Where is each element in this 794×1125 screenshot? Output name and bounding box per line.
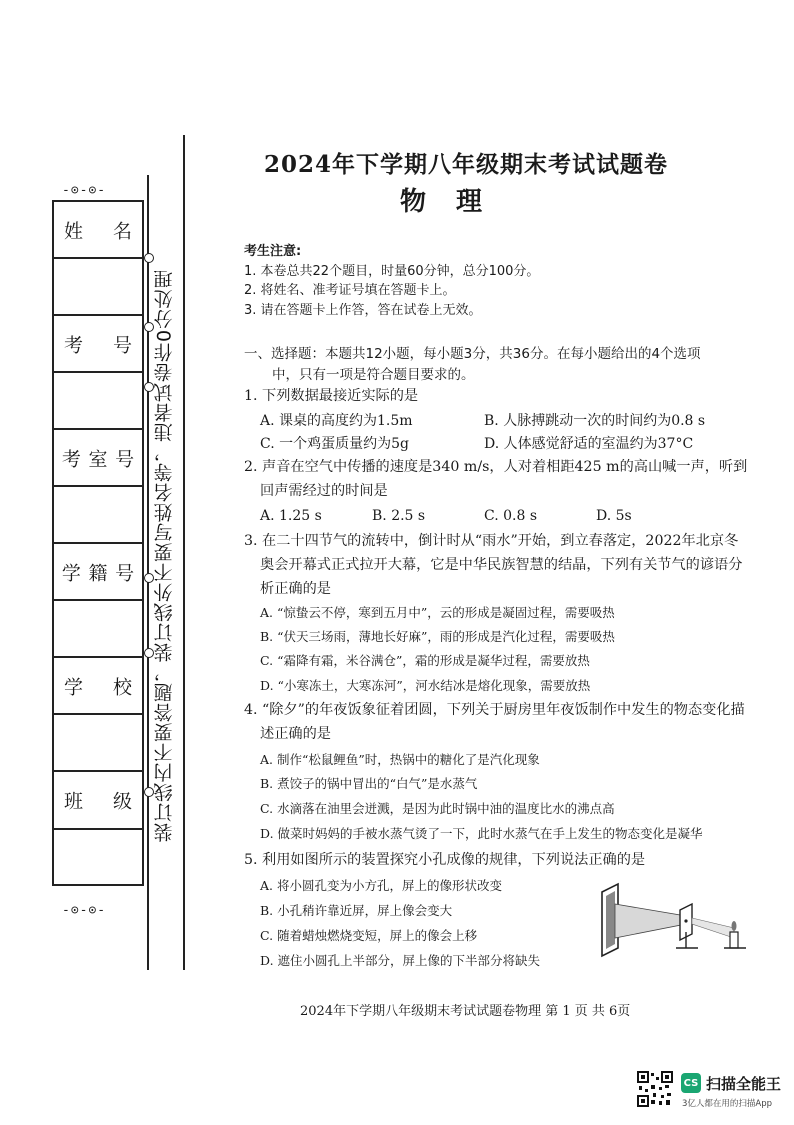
- binding-dots-top: -⊙-⊙-: [62, 183, 107, 198]
- q1-option-c: C. 一个鸡蛋质量约为5g: [260, 436, 409, 452]
- q3-option-a: A. “惊蛰云不停，寒到五月中”，云的形成是凝固过程，需要吸热: [260, 605, 615, 620]
- school-label-cell: [54, 658, 142, 715]
- student-id-label-cell: [54, 544, 142, 601]
- question-2-stem: 2. 声音在空气中传播的速度是340 m/s，人对着相距425 m的高山喊一声，听到: [244, 459, 748, 475]
- cs-logo-icon: CS: [681, 1073, 701, 1093]
- q1-option-d: D. 人体感觉舒适的室温约为37°C: [484, 436, 694, 452]
- q3-option-c: C. “霜降有霜，米谷满仓”，霜的形成是凝华过程，需要放热: [260, 653, 590, 668]
- school-input[interactable]: [54, 715, 142, 772]
- student-info-table: [52, 200, 144, 886]
- candidate-notes: [244, 242, 539, 320]
- name-field-label-cell: [54, 202, 142, 259]
- exam-room-label-cell: [54, 430, 142, 487]
- q5-option-b: B. 小孔稍许靠近屏，屏上像会变大: [260, 903, 453, 918]
- q4-option-a: A. 制作“松鼠鲤鱼”时，热锅中的糖化了是汽化现象: [260, 752, 540, 767]
- notes-item: 2. 将姓名、准考证号填在答题卡上。: [244, 283, 456, 298]
- subject-title: 物理: [399, 187, 512, 217]
- section-heading: [244, 344, 701, 386]
- school-label: 学 校: [64, 676, 132, 698]
- binding-notice: 装订线内不要答题，装订线外不要写姓名等，违者试卷作0分处理: [153, 268, 176, 842]
- notes-item: 3. 请在答题卡上作答，答在试卷上无效。: [244, 302, 482, 318]
- exam-room-input[interactable]: [54, 487, 142, 544]
- q1-option-b: B. 人脉搏跳动一次的时间约为0.8 s: [484, 413, 706, 429]
- page-footer: 2024年下学期八年级期末考试试题卷物理 第 1 页 共 6页: [300, 1004, 631, 1019]
- question-1-stem: 1. 下列数据最接近实际的是: [244, 388, 419, 404]
- exam-title: 2024年下学期八年级期末考试试题卷: [263, 151, 668, 178]
- name-field-input[interactable]: [54, 259, 142, 316]
- notes-heading: 考生注意:: [244, 244, 302, 259]
- question-4-stem: 述正确的是: [260, 726, 331, 742]
- exam-number-label: 考 号: [64, 334, 132, 356]
- question-4-stem: 4. “除夕”的年夜饭象征着团圆，下列关于厨房里年夜饭制作中发生的物态变化描: [244, 702, 745, 718]
- name-field-label: 姓 名: [64, 220, 132, 242]
- q2-option-b: B. 2.5 s: [372, 508, 426, 524]
- q1-option-a: A. 课桌的高度约为1.5m: [260, 413, 413, 429]
- question-5-stem: 5. 利用如图所示的装置探究小孔成像的规律，下列说法正确的是: [244, 852, 646, 868]
- student-id-label: 学 籍 号: [61, 562, 135, 584]
- q2-option-a: A. 1.25 s: [260, 508, 322, 524]
- q4-option-c: C. 水滴落在油里会迸溅，是因为此时锅中油的温度比水的沸点高: [260, 801, 615, 816]
- q4-option-b: B. 煮饺子的锅中冒出的“白气”是水蒸气: [260, 776, 478, 791]
- class-label-cell: [54, 772, 142, 830]
- student-id-input[interactable]: [54, 601, 142, 658]
- q3-option-d: D. “小寒冻土，大寒冻河”，河水结冰是熔化现象，需要放热: [260, 678, 591, 693]
- pinhole-camera-figure: [596, 882, 766, 962]
- question-3-stem: 奥会开幕式正式拉开大幕，它是中华民族智慧的结晶，下列有关节气的谚语分: [260, 557, 743, 573]
- q4-option-d: D. 做菜时妈妈的手被水蒸气烫了一下，此时水蒸气在手上发生的物态变化是凝华: [260, 826, 703, 841]
- question-3-stem: 3. 在二十四节气的流转中，倒计时从“雨水”开始，到立春落定，2022年北京冬: [244, 533, 739, 549]
- section-heading-line: 中，只有一项是符合题目要求的。: [272, 367, 475, 383]
- section-heading-line: 一、选择题：本题共12小题，每小题3分，共36分。在每小题给出的4个选项: [244, 346, 701, 362]
- q5-option-a: A. 将小圆孔变为小方孔，屏上的像形状改变: [260, 878, 502, 893]
- notes-item: 1. 本卷总共22个题目，时量60分钟，总分100分。: [244, 263, 540, 279]
- qr-code-icon: [637, 1071, 673, 1107]
- scanner-tagline: 3亿人都在用的扫描App: [682, 1099, 773, 1109]
- q3-option-b: B. “伏天三场雨，薄地长好麻”，雨的形成是汽化过程，需要吸热: [260, 629, 615, 644]
- q5-option-c: C. 随着蜡烛燃烧变短，屏上的像会上移: [260, 928, 478, 943]
- q2-option-d: D. 5s: [596, 508, 632, 524]
- question-3-stem: 析正确的是: [260, 581, 331, 597]
- class-input[interactable]: [54, 830, 142, 884]
- q5-option-d: D. 遮住小圆孔上半部分，屏上像的下半部分将缺失: [260, 953, 541, 968]
- scanner-app-name: 扫描全能王: [706, 1075, 782, 1093]
- exam-room-label: 考 室 号: [61, 448, 135, 470]
- q2-option-c: C. 0.8 s: [484, 508, 538, 524]
- class-label: 班 级: [64, 790, 132, 813]
- exam-number-input[interactable]: [54, 373, 142, 430]
- question-2-stem: 回声需经过的时间是: [260, 483, 388, 499]
- exam-number-label-cell: [54, 316, 142, 373]
- binding-dots-bottom: -⊙-⊙-: [62, 903, 107, 918]
